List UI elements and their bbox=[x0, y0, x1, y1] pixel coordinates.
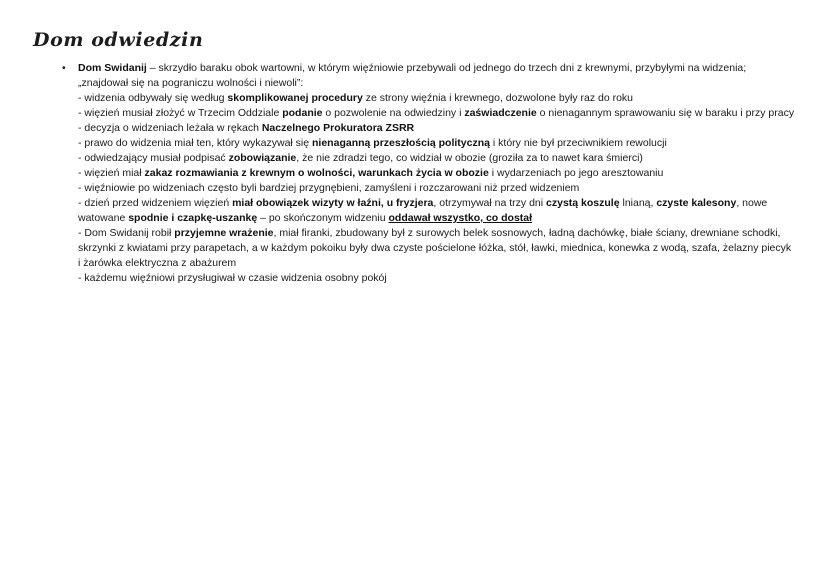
emphasis-text: nienaganną przeszłością polityczną bbox=[312, 137, 490, 149]
text-line bbox=[78, 61, 795, 91]
body-text: - więzień musiał złożyć w Trzecim Oddziale bbox=[78, 107, 283, 119]
text-line bbox=[78, 166, 795, 181]
body-text: lnianą, bbox=[619, 197, 657, 209]
emphasis-text: czystą koszulę bbox=[546, 197, 620, 209]
body-text: - Dom Swidanij robił bbox=[78, 227, 175, 239]
emphasis-text: zakaz rozmawiania z krewnym o wolności, warunkach życia w obozie bbox=[144, 167, 489, 179]
body-text: – po skończonym widzeniu bbox=[257, 212, 389, 224]
body-text: o pozwolenie na odwiedziny i bbox=[322, 107, 465, 119]
emphasis-text: oddawał wszystko, co dostał bbox=[388, 212, 533, 224]
bullet-item bbox=[62, 61, 795, 286]
bullet-marker: • bbox=[62, 62, 66, 74]
body-text: , że nie zdradzi tego, co widział w obozie (groziła za to nawet kara śmierci) bbox=[296, 152, 643, 164]
body-text: ze strony więźnia i krewnego, dozwolone były raz do roku bbox=[362, 92, 634, 104]
body-text: - odwiedzający musiał podpisać bbox=[78, 152, 229, 164]
body-text: - decyzja o widzeniach leżała w rękach bbox=[78, 122, 262, 134]
body-text: - prawo do widzenia miał ten, który wykazywał się bbox=[78, 137, 313, 149]
body-text: – skrzydło baraku obok wartowni, w którym więźniowie przebywali od jednego do trzech dni z krewnymi, przybyłymi na widzenia; „znajdował się na pograniczu wolności i niewoli”: bbox=[78, 62, 747, 89]
body-text: , nowe watowane bbox=[78, 197, 768, 224]
emphasis-text: zaświadczenie bbox=[464, 107, 537, 119]
body-text: - więźniowie po widzeniach często byli bardziej przygnębieni, zamyśleni i rozczarowani niż przed widzeniem bbox=[78, 182, 580, 194]
text-line bbox=[78, 196, 795, 226]
text-line bbox=[78, 151, 795, 166]
emphasis-text: skomplikowanej procedury bbox=[227, 92, 363, 104]
body-text: , otrzymywał na trzy dni bbox=[433, 197, 547, 209]
text-line bbox=[78, 271, 795, 286]
text-line bbox=[78, 181, 795, 196]
text-line bbox=[78, 91, 795, 106]
emphasis-text: zobowiązanie bbox=[228, 152, 297, 164]
text-line bbox=[78, 121, 795, 136]
text-line bbox=[78, 226, 795, 271]
body-text: , miał firanki, zbudowany był z surowych belek sosnowych, ładną dachówkę, białe ściany, drewniane schodki, skrzynki z kwiatami przy parapetach, a w każdym pokoiku były dwa czyste pościelone łóżka, stół, ławki, miednica, konewka z wodą, szafa, żelazny piecyk i żarówka elektryczna z abażurem bbox=[78, 227, 792, 269]
emphasis-text: spodnie i czapkę-uszankę bbox=[128, 212, 258, 224]
emphasis-text: Dom Swidanij bbox=[78, 62, 147, 74]
emphasis-text: miał obowiązek wizyty w łaźni, u fryzjera bbox=[232, 197, 434, 209]
text-line bbox=[78, 136, 795, 151]
emphasis-text: czyste kalesony bbox=[656, 197, 737, 209]
body-text: i który nie był przeciwnikiem rewolucji bbox=[489, 137, 667, 149]
bullet-content bbox=[78, 61, 795, 286]
body-text: - widzenia odbywały się według bbox=[78, 92, 228, 104]
body-text: - więzień miał bbox=[78, 167, 145, 179]
emphasis-text: podanie bbox=[282, 107, 323, 119]
emphasis-text: Naczelnego Prokuratora ZSRR bbox=[261, 122, 415, 134]
emphasis-text: przyjemne wrażenie bbox=[174, 227, 274, 239]
document-title: Dom odwiedzin bbox=[33, 29, 204, 51]
body-text: - dzień przed widzeniem więzień bbox=[78, 197, 233, 209]
text-line bbox=[78, 106, 795, 121]
body-text: - każdemu więźniowi przysługiwał w czasie widzenia osobny pokój bbox=[78, 272, 387, 284]
body-text: o nienagannym sprawowaniu się w baraku i przy pracy bbox=[536, 107, 795, 119]
body-text: i wydarzeniach po jego aresztowaniu bbox=[488, 167, 664, 179]
